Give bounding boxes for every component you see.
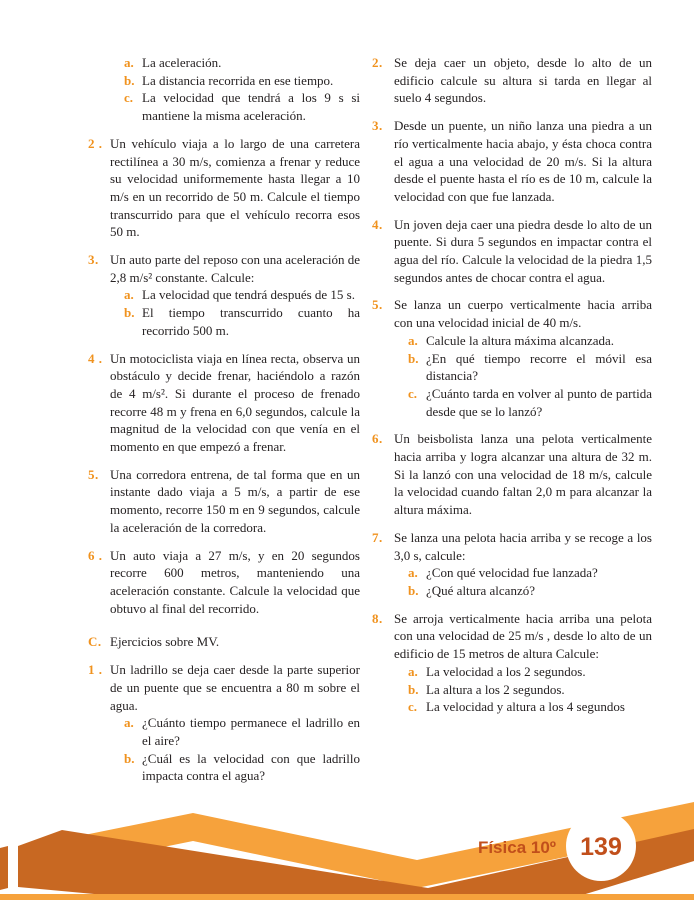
subitem: [408, 582, 652, 600]
problem-number: 6 .: [88, 547, 103, 563]
problem-text: Una corredora entrena, de tal forma que en un instante dado viaja a 5 m/s, a partir de ese momento, recorre 150 m en 9 segundos, calcule la aceleración de la corredora.: [110, 466, 360, 535]
subitem-text: ¿Cuánto tarda en volver al punto de partida desde que se lo lanzó?: [426, 385, 652, 419]
subitem-letter: b.: [408, 681, 419, 697]
problem-item: [372, 610, 652, 716]
problem-text: Un ladrillo se deja caer desde la parte superior de un puente que se encuentra a 80 m sobre el agua.: [110, 662, 360, 713]
subitem: [124, 54, 360, 72]
subitem-letter: b.: [408, 582, 419, 598]
subitem: [124, 89, 360, 124]
problem-item: [372, 117, 652, 206]
subitem-text: ¿Cuánto tiempo permanece el ladrillo en el aire?: [142, 715, 360, 748]
subitem-letter: a.: [408, 332, 418, 348]
problem-number: 4 .: [88, 350, 103, 366]
problem-item: [88, 135, 360, 241]
subitem-text: La velocidad que tendrá después de 15 s.: [142, 287, 355, 303]
subitem: [408, 663, 652, 681]
problem-number: 3.: [88, 252, 99, 268]
problem-item: [88, 661, 360, 785]
subitem-text: La aceleración.: [142, 55, 222, 70]
subitem: [408, 564, 652, 582]
subitem-text: El tiempo transcurrido cuanto ha recorrido 500 m.: [142, 305, 360, 338]
problem-number: [88, 54, 110, 125]
subitem-letter: c.: [408, 385, 418, 401]
problem-number: 5.: [372, 297, 383, 313]
subitem: [124, 750, 360, 785]
subitem-text: ¿Cuál es la velocidad con que ladrillo impacta contra el agua?: [142, 750, 360, 784]
problem-number: 7.: [372, 529, 383, 545]
subitem: [408, 681, 652, 699]
problem-item: [372, 529, 652, 600]
left-column: [88, 54, 360, 795]
subitem-letter: a.: [408, 565, 418, 581]
problem-text: Un joven deja caer una piedra desde lo alto de un puente. Si dura 5 segundos en impactar contra el agua del río. Calcule la velocidad de la piedra 1,5 segundos antes de chocar contra el agua.: [394, 216, 652, 285]
subitem-text: Calcule la altura máxima alcanzada.: [426, 332, 615, 348]
subitem: [408, 350, 652, 385]
problem-item: [88, 547, 360, 618]
subitem-letter: b.: [124, 72, 135, 88]
problem-text: Un motociclista viaja en línea recta, observa un obstáculo y decide frenar, haciéndolo a razón de 4 m/s². Si durante el proceso de frenado recorre 48 m y frena en 6,0 segundos, calcule la magnitud de la velocidad con que venía en el momento en que empezó a frenar.: [110, 350, 360, 455]
subitem: [124, 714, 360, 749]
subitem: [124, 286, 360, 304]
right-column: [372, 54, 652, 795]
subitem-letter: c.: [124, 90, 134, 106]
problem-item: [88, 350, 360, 456]
problem-number: 2.: [372, 55, 383, 70]
subitem-text: La velocidad y altura a los 4 segundos: [426, 699, 625, 715]
subitem-letter: a.: [408, 663, 418, 679]
problem-text: Un auto parte del reposo con una aceleración de 2,8 m/s² constante. Calcule:: [110, 252, 360, 285]
subitem: [124, 304, 360, 339]
problem-number: 5.: [88, 466, 99, 482]
problem-number: 6.: [372, 431, 383, 447]
problem-text: Se arroja verticalmente hacia arriba una pelota con una velocidad de 25 m/s , desde lo alto de un edificio de 15 metros de altura Calcule:: [394, 610, 652, 662]
problem-number: 4.: [372, 216, 383, 232]
page-number: 139: [580, 833, 622, 861]
problem-item: [372, 430, 652, 519]
ribbon-bottom-strip: [0, 894, 694, 900]
problem-text: Un auto viaja a 27 m/s, y en 20 segundos recorre 600 metros, manteniendo una aceleración constante. Calcule la velocidad que obtuvo al final del recorrido.: [110, 547, 360, 616]
problem-text: Se lanza un cuerpo verticalmente hacia arriba con una velocidad inicial de 40 m/s.: [394, 297, 652, 331]
subitem-letter: a.: [124, 287, 134, 303]
footer-ribbon: [0, 790, 694, 900]
problem-number: 2 .: [88, 135, 103, 151]
subitem-letter: b.: [408, 350, 419, 366]
problem-item: [88, 251, 360, 340]
subitem-letter: b.: [124, 750, 135, 766]
subitem-letter: a.: [124, 55, 134, 70]
problem-item: [88, 54, 360, 125]
problem-number: 3.: [372, 118, 383, 134]
subitem-text: ¿En qué tiempo recorre el móvil esa distancia?: [426, 350, 652, 384]
problem-text: Se deja caer un objeto, desde lo alto de un edificio calcule su altura si tarda en llegar al suelo 4 segundos.: [394, 55, 652, 106]
subitem-letter: a.: [124, 715, 134, 731]
problem-item: [372, 54, 652, 107]
problem-number: 8.: [372, 610, 383, 626]
subitem-text: ¿Con qué velocidad fue lanzada?: [426, 565, 598, 581]
subitem-text: La altura a los 2 segundos.: [426, 681, 565, 697]
problem-item: [372, 296, 652, 420]
footer-course-label: Física 10º: [477, 838, 556, 857]
subitem-letter: b.: [124, 305, 135, 321]
problem-text: Desde un puente, un niño lanza una piedra a un río verticalmente hacia abajo, y ésta choca contra el agua a una velocidad de 20 m/s. Si la altura desde el puente hasta el río es de 10 m, calcule la velocidad con que fue lanzada.: [394, 118, 652, 204]
problem-text: Un beisbolista lanza una pelota verticalmente hacia arriba y logra alcanzar una altura de 32 m. Si la lanzó con una velocidad de 18 m/s, calcule la velocidad cuando faltan 2,0 m para alcanzar la altura máxima.: [394, 431, 652, 518]
exercise-content: [88, 54, 652, 795]
section-heading: [88, 633, 360, 651]
subitem: [408, 332, 652, 350]
subitem: [124, 72, 360, 90]
subitem: [408, 698, 652, 716]
subitem-text: La velocidad que tendrá a los 9 s si mantiene la misma aceleración.: [142, 90, 360, 124]
ribbon-left-sliver: [0, 846, 8, 890]
subitem-text: ¿Qué altura alcanzó?: [426, 582, 535, 598]
subitem-text: La velocidad a los 2 segundos.: [426, 663, 586, 679]
problem-item: [372, 216, 652, 287]
problem-item: [88, 466, 360, 537]
subitem: [408, 385, 652, 420]
problem-text: Se lanza una pelota hacia arriba y se recoge a los 3,0 s, calcule:: [394, 529, 652, 563]
subitem-text: La distancia recorrida en ese tiempo.: [142, 72, 334, 88]
section-title: Ejercicios sobre MV.: [110, 634, 220, 650]
subitem-letter: c.: [408, 699, 418, 715]
problem-text: Un vehículo viaja a lo largo de una carretera rectilínea a 30 m/s, comienza a frenar y reduce su velocidad uniformemente hasta llegar a 10 m/s en un recorrido de 50 m. Calcule el tiempo transcurrido para que el vehículo recorra esos 50 m.: [110, 135, 360, 240]
problem-number: 1 .: [88, 662, 103, 678]
section-letter: C.: [88, 634, 102, 650]
